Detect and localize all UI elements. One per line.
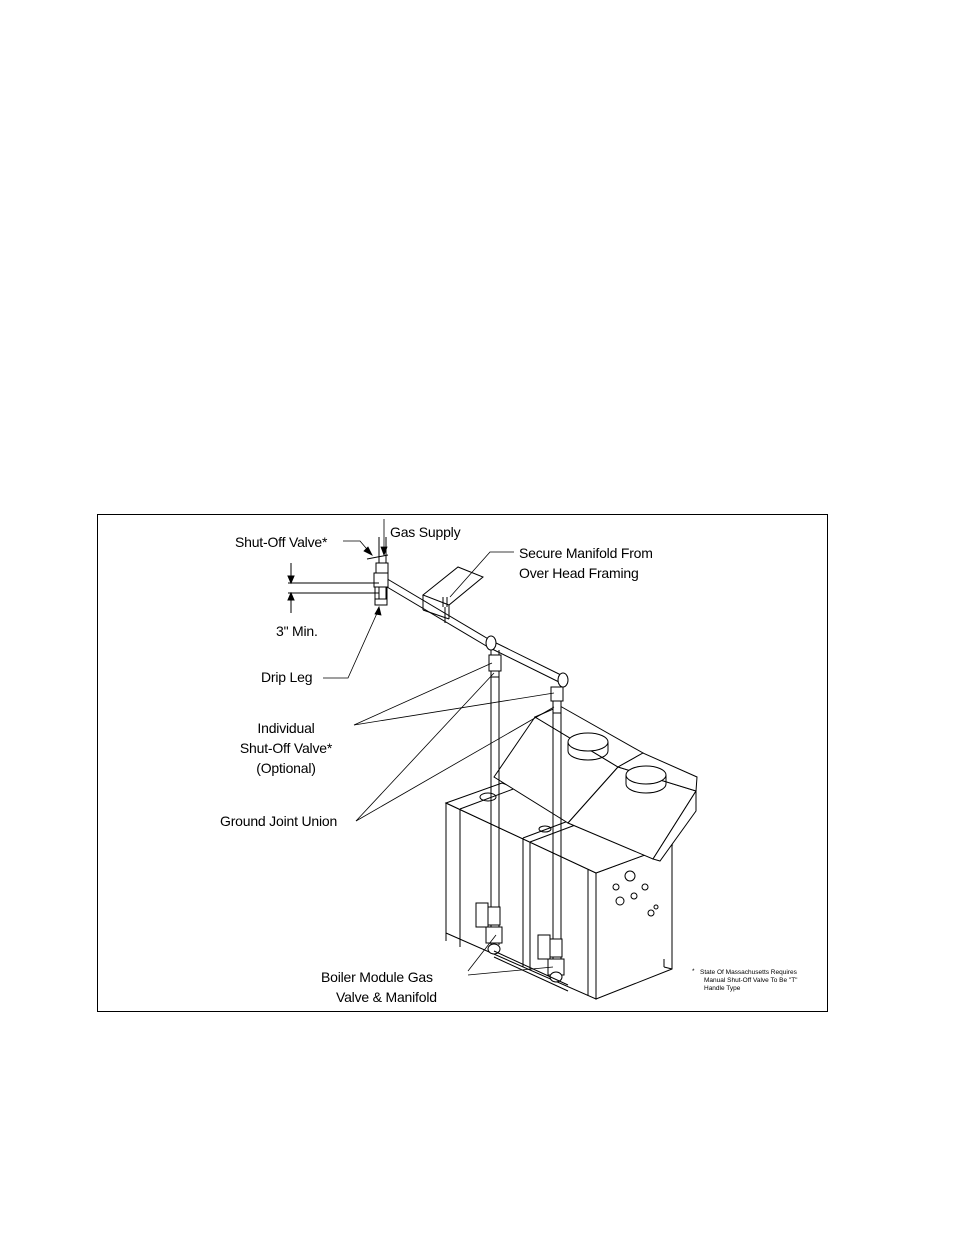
footnote-line1: State Of Massachusetts Requires <box>700 969 797 976</box>
label-individual-line3: (Optional) <box>256 760 316 776</box>
footnote-line2: Manual Shut-Off Valve To Be "T" <box>704 977 798 984</box>
label-drip-leg: Drip Leg <box>261 669 313 685</box>
vent-collar-upper <box>568 733 608 751</box>
label-individual-line1: Individual <box>257 720 315 736</box>
footnote-line3: Handle Type <box>704 985 741 992</box>
label-individual-line2: Shut-Off Valve* <box>239 740 333 756</box>
label-gas-supply: Gas Supply <box>390 524 461 540</box>
boiler-gas-piping-drawing <box>98 515 829 1013</box>
label-ground-joint-union: Ground Joint Union <box>220 813 338 829</box>
label-secure-manifold-line1: Secure Manifold From <box>519 545 653 561</box>
overhead-framing-plate <box>423 567 483 619</box>
label-shut-off-valve: Shut-Off Valve* <box>235 534 328 550</box>
label-secure-manifold-line2: Over Head Framing <box>519 565 639 581</box>
footnote-marker: * <box>692 968 695 975</box>
vent-collar-lower <box>626 766 666 784</box>
main-shut-off-valve <box>367 555 388 605</box>
diagram-frame <box>97 514 828 1012</box>
three-inch-dimension <box>288 563 379 613</box>
label-boiler-module-line2: Valve & Manifold <box>336 989 437 1005</box>
label-three-inch-min: 3" Min. <box>276 623 318 639</box>
label-boiler-module-line1: Boiler Module Gas <box>321 969 433 985</box>
